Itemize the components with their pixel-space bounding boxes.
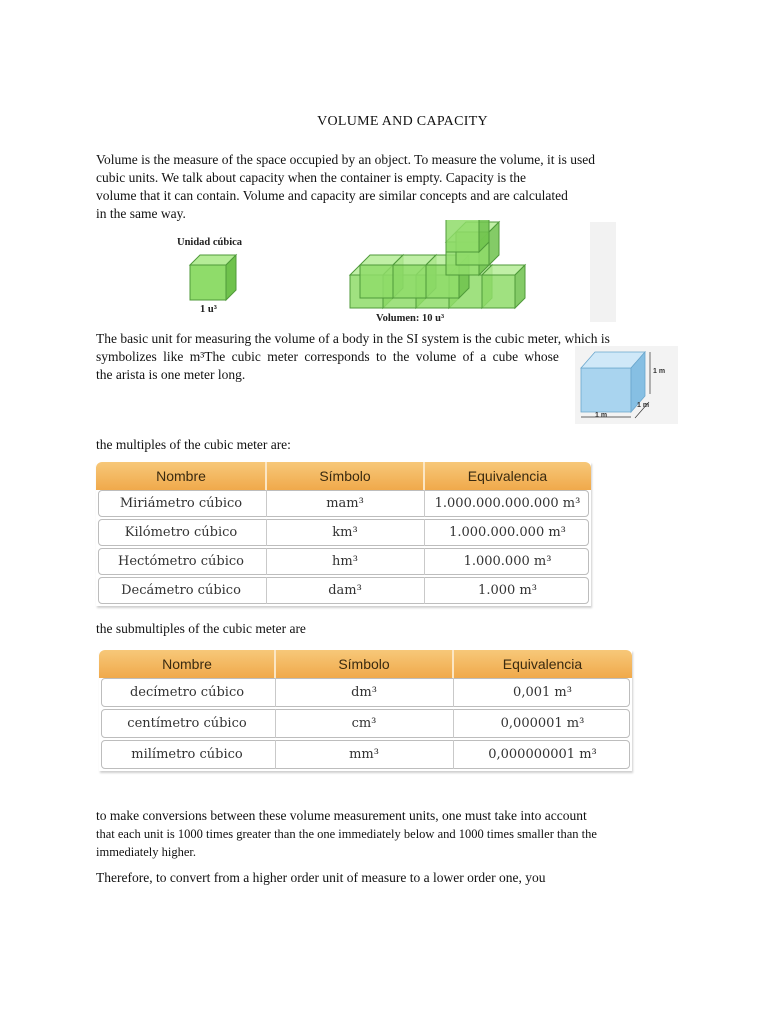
header-divider	[452, 650, 454, 678]
cubic-meter-figure	[575, 346, 678, 424]
basic-unit-line-1: The basic unit for measuring the volume of a body in the SI system is the cubic meter, which is	[96, 331, 610, 346]
cube-bottom-label: 1 m	[595, 412, 608, 419]
basic-unit-line-3: the arista is one meter long.	[96, 367, 246, 382]
table-cell: 1.000.000.000 m³	[449, 525, 566, 540]
table-cell: milímetro cúbico	[131, 747, 243, 762]
intro-line-2: cubic units. We talk about capacity when the container is empty. Capacity is the	[96, 170, 527, 185]
table-cell: mm³	[349, 747, 379, 762]
basic-unit-line-2: symbolizes like m³The cubic meter corresponds to the volume of a cube whose	[96, 349, 559, 364]
cubic-units-figure	[150, 220, 616, 325]
unit-cube-icon	[190, 255, 236, 300]
table-cell: dam³	[328, 583, 362, 598]
column-header: Símbolo	[319, 468, 371, 484]
table-cell: 0,000001 m³	[500, 716, 585, 731]
conversion-line-1: to make conversions between these volume measurement units, one must take into account	[96, 808, 587, 823]
table-cell: mam³	[326, 496, 364, 511]
table-cell: hm³	[332, 554, 358, 569]
table-cell: 1.000.000.000.000 m³	[434, 496, 581, 511]
cubes-drawing	[150, 220, 616, 325]
cube-face	[393, 265, 426, 298]
table-cell: cm³	[351, 716, 377, 731]
table-cell: Decámetro cúbico	[121, 583, 241, 598]
intro-line-1: Volume is the measure of the space occupied by an object. To measure the volume, it is used	[96, 152, 596, 167]
column-header: Símbolo	[338, 656, 390, 672]
table-cell: Miriámetro cúbico	[119, 496, 243, 511]
table-cell: Hectómetro cúbico	[117, 554, 245, 569]
table-cell: km³	[332, 525, 358, 540]
table-cell: Kilómetro cúbico	[124, 525, 238, 540]
intro-line-4: in the same way.	[96, 206, 186, 221]
table-cell: 0,000000001 m³	[488, 747, 597, 762]
unit-cube-label: Unidad cúbica	[177, 237, 243, 248]
multiples-table	[96, 462, 591, 606]
column-header: Equivalencia	[502, 656, 583, 672]
page-title: VOLUME AND CAPACITY	[317, 114, 488, 129]
cube-face	[482, 275, 515, 308]
volume-caption: Volumen: 10 u³	[376, 313, 445, 324]
submultiples-intro: the submultiples of the cubic meter are	[96, 621, 306, 636]
header-divider	[274, 650, 276, 678]
multiples-intro: the multiples of the cubic meter are:	[96, 437, 291, 452]
table-cell: decímetro cúbico	[129, 685, 245, 700]
column-header: Nombre	[162, 656, 212, 672]
column-header: Nombre	[156, 468, 206, 484]
conversion-line-2: that each unit is 1000 times greater than the one immediately below and 1000 times smaller than the	[96, 827, 597, 841]
cubic-meter-cube-icon	[575, 346, 678, 424]
conversion-line-3: immediately higher.	[96, 845, 196, 859]
table-cell: centímetro cúbico	[127, 716, 247, 731]
unit-cube-caption: 1 u³	[200, 304, 217, 315]
table-cell: 1.000.000 m³	[463, 554, 552, 569]
column-header: Equivalencia	[467, 468, 548, 484]
header-divider	[423, 462, 425, 490]
volume-cubes-icon	[350, 220, 525, 308]
submultiples-table	[99, 650, 632, 771]
therefore-line: Therefore, to convert from a higher order unit of measure to a lower order one, you	[96, 870, 546, 885]
cube-side-label: 1 m	[653, 368, 666, 375]
header-divider	[265, 462, 267, 490]
intro-line-3: volume that it can contain. Volume and capacity are similar concepts and are calculated	[96, 188, 568, 203]
table-cell: 1.000 m³	[478, 583, 537, 598]
cube-face	[360, 265, 393, 298]
cube-depth-label: 1 m	[637, 402, 650, 409]
cube-face	[446, 220, 479, 252]
table-cell: 0,001 m³	[513, 685, 572, 700]
table-cell: dm³	[351, 685, 377, 700]
